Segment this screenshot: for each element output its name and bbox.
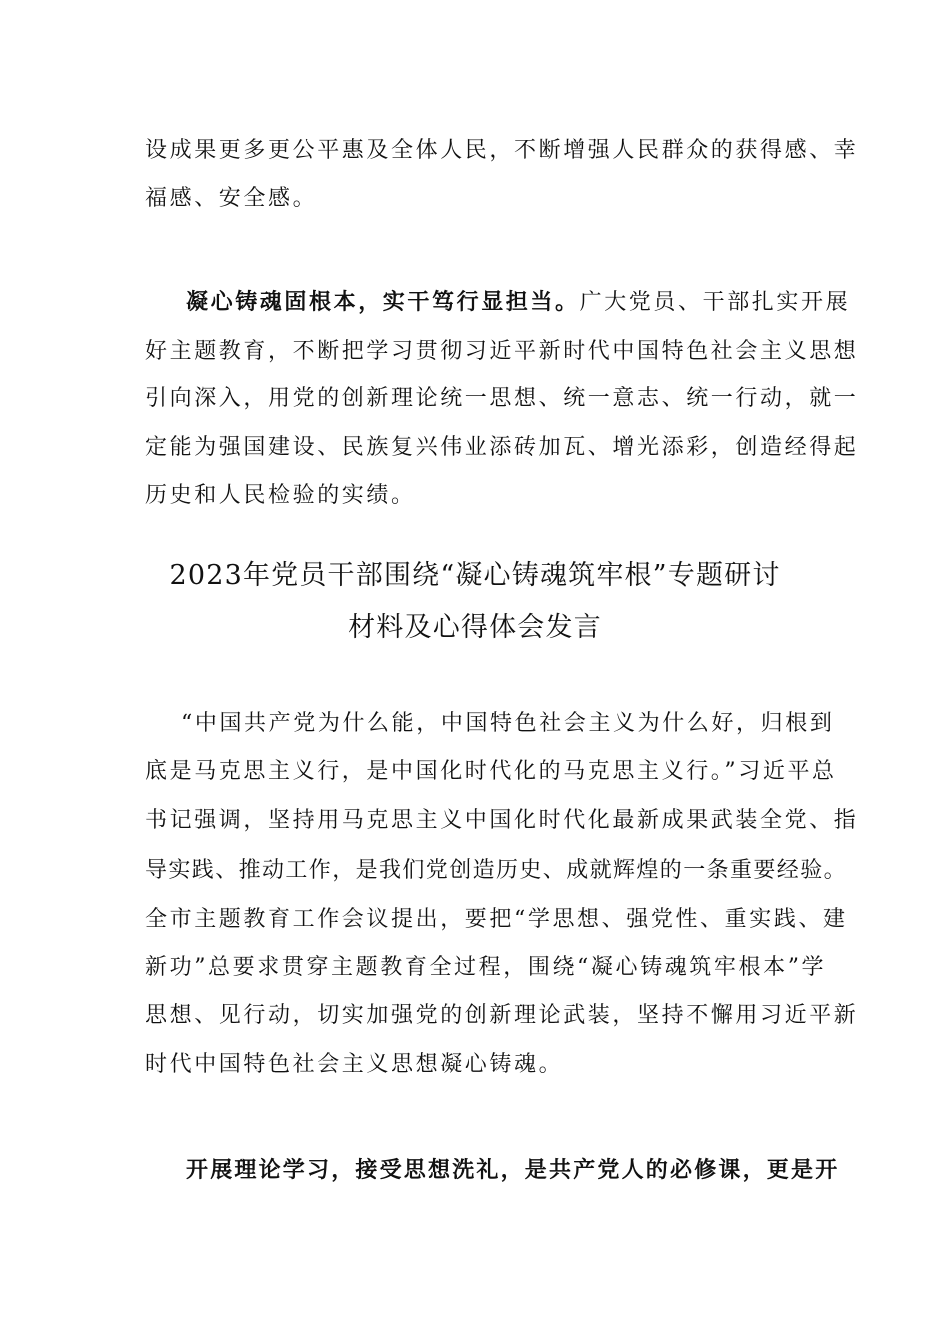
paragraph-line: 定能为强国建设、民族复兴伟业添砖加瓦、增光添彩，创造经得起 bbox=[145, 435, 859, 460]
paragraph-text: 广大党员、干部扎实开展 bbox=[579, 290, 851, 315]
document-title-line: 材料及心得体会发言 bbox=[348, 612, 602, 643]
paragraph-line-bold: 开展理论学习，接受思想洗礼，是共产党人的必修课，更是开 bbox=[186, 1157, 840, 1183]
paragraph-line: 好主题教育，不断把学习贯彻习近平新时代中国特色社会主义思想 bbox=[145, 339, 859, 364]
paragraph-line: 全市主题教育工作会议提出，要把“学思想、强党性、重实践、建 bbox=[145, 907, 848, 932]
paragraph-line: 导实践、推动工作，是我们党创造历史、成就辉煌的一条重要经验。 bbox=[145, 858, 848, 883]
paragraph-line: 历史和人民检验的实绩。 bbox=[145, 483, 416, 508]
paragraph-line-lead bbox=[186, 287, 850, 318]
paragraph-line: 设成果更多更公平惠及全体人民，不断增强人民群众的获得感、幸 bbox=[145, 138, 859, 163]
paragraph-line: 引向深入，用党的创新理论统一思想、统一意志、统一行动，就一 bbox=[145, 386, 859, 411]
bold-lead-text: 凝心铸魂固根本，实干笃行显担当。 bbox=[186, 289, 580, 315]
paragraph-line: 思想、见行动，切实加强党的创新理论武装，坚持不懈用习近平新 bbox=[145, 1003, 859, 1028]
paragraph-line: 书记强调，坚持用马克思主义中国化时代化最新成果武装全党、指 bbox=[145, 808, 859, 833]
paragraph-line: 时代中国特色社会主义思想凝心铸魂。 bbox=[145, 1052, 564, 1077]
paragraph-line: “中国共产党为什么能，中国特色社会主义为什么好，归根到 bbox=[181, 711, 835, 736]
paragraph-line: 底是马克思主义行，是中国化时代化的马克思主义行。”习近平总 bbox=[145, 759, 837, 784]
paragraph-line: 福感、安全感。 bbox=[145, 186, 318, 211]
document-title-line: 2023年党员干部围绕“凝心铸魂筑牢根”专题研讨 bbox=[169, 560, 781, 591]
paragraph-line: 新功”总要求贯穿主题教育全过程，围绕“凝心铸魂筑牢根本”学 bbox=[145, 955, 827, 980]
